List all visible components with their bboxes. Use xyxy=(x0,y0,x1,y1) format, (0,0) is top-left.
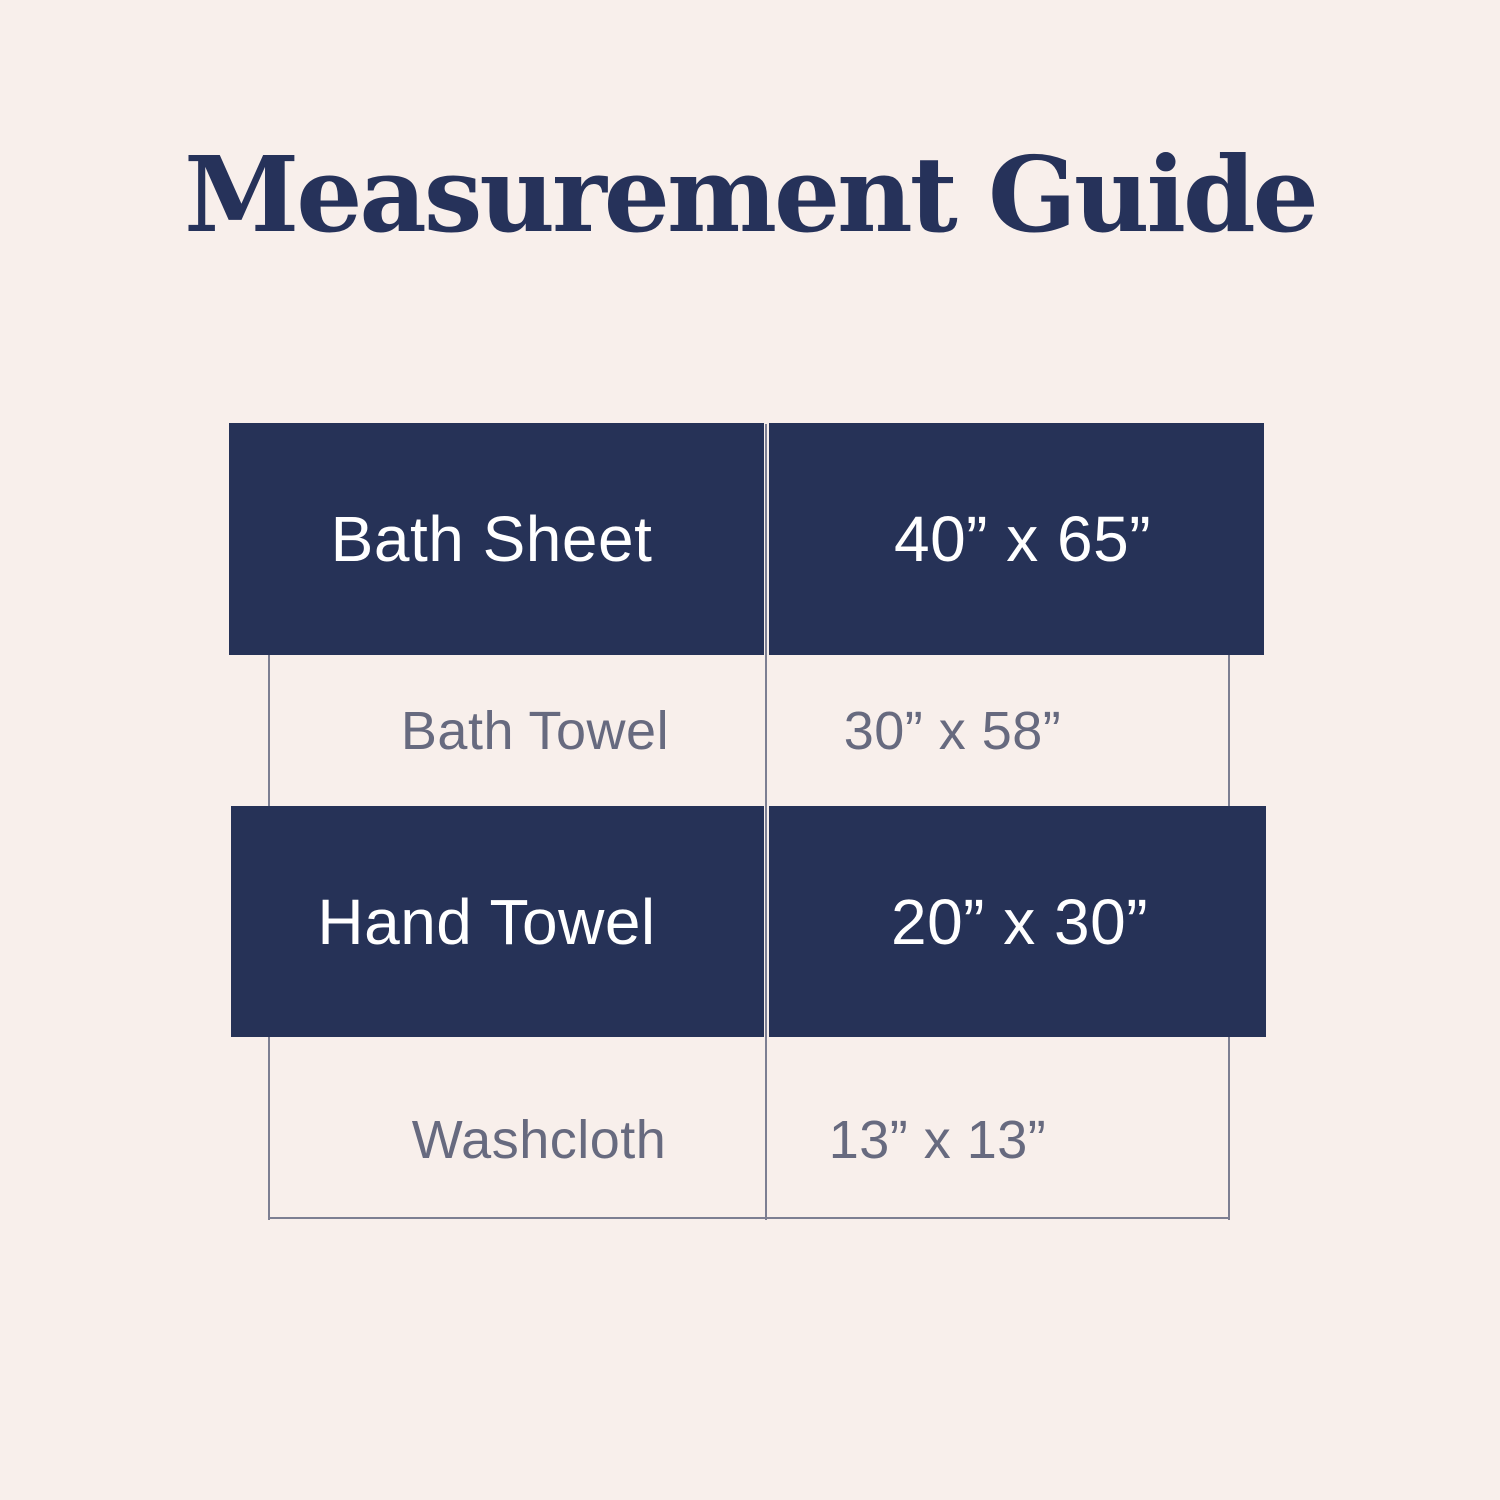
table-right-border-upper xyxy=(1228,654,1230,806)
table-row-bath-sheet-size xyxy=(769,423,1264,655)
row-name-label: Bath Towel xyxy=(400,701,670,761)
table-row-bath-towel-size xyxy=(767,656,1228,806)
row-size-label: 13” x 13” xyxy=(828,1109,1047,1170)
row-size-label: 20” x 30” xyxy=(890,885,1149,958)
table-row-bath-sheet-name xyxy=(229,423,764,655)
table-row-bath-towel-name xyxy=(270,656,764,806)
row-name-label: Bath Sheet xyxy=(330,503,653,575)
row-size-label: 30” x 58” xyxy=(843,701,1062,761)
table-row-washcloth-size xyxy=(767,1038,1228,1217)
table-right-border-lower xyxy=(1228,1036,1230,1220)
table-bottom-border xyxy=(268,1217,1230,1219)
table-row-washcloth-name xyxy=(270,1038,764,1217)
table-row-hand-towel-size xyxy=(769,806,1266,1037)
row-name-label: Hand Towel xyxy=(317,885,656,958)
table-row-hand-towel-name xyxy=(231,806,764,1037)
row-name-label: Washcloth xyxy=(411,1109,667,1170)
page-title: Measurement Guide xyxy=(184,133,1316,256)
row-size-label: 40” x 65” xyxy=(893,503,1152,575)
